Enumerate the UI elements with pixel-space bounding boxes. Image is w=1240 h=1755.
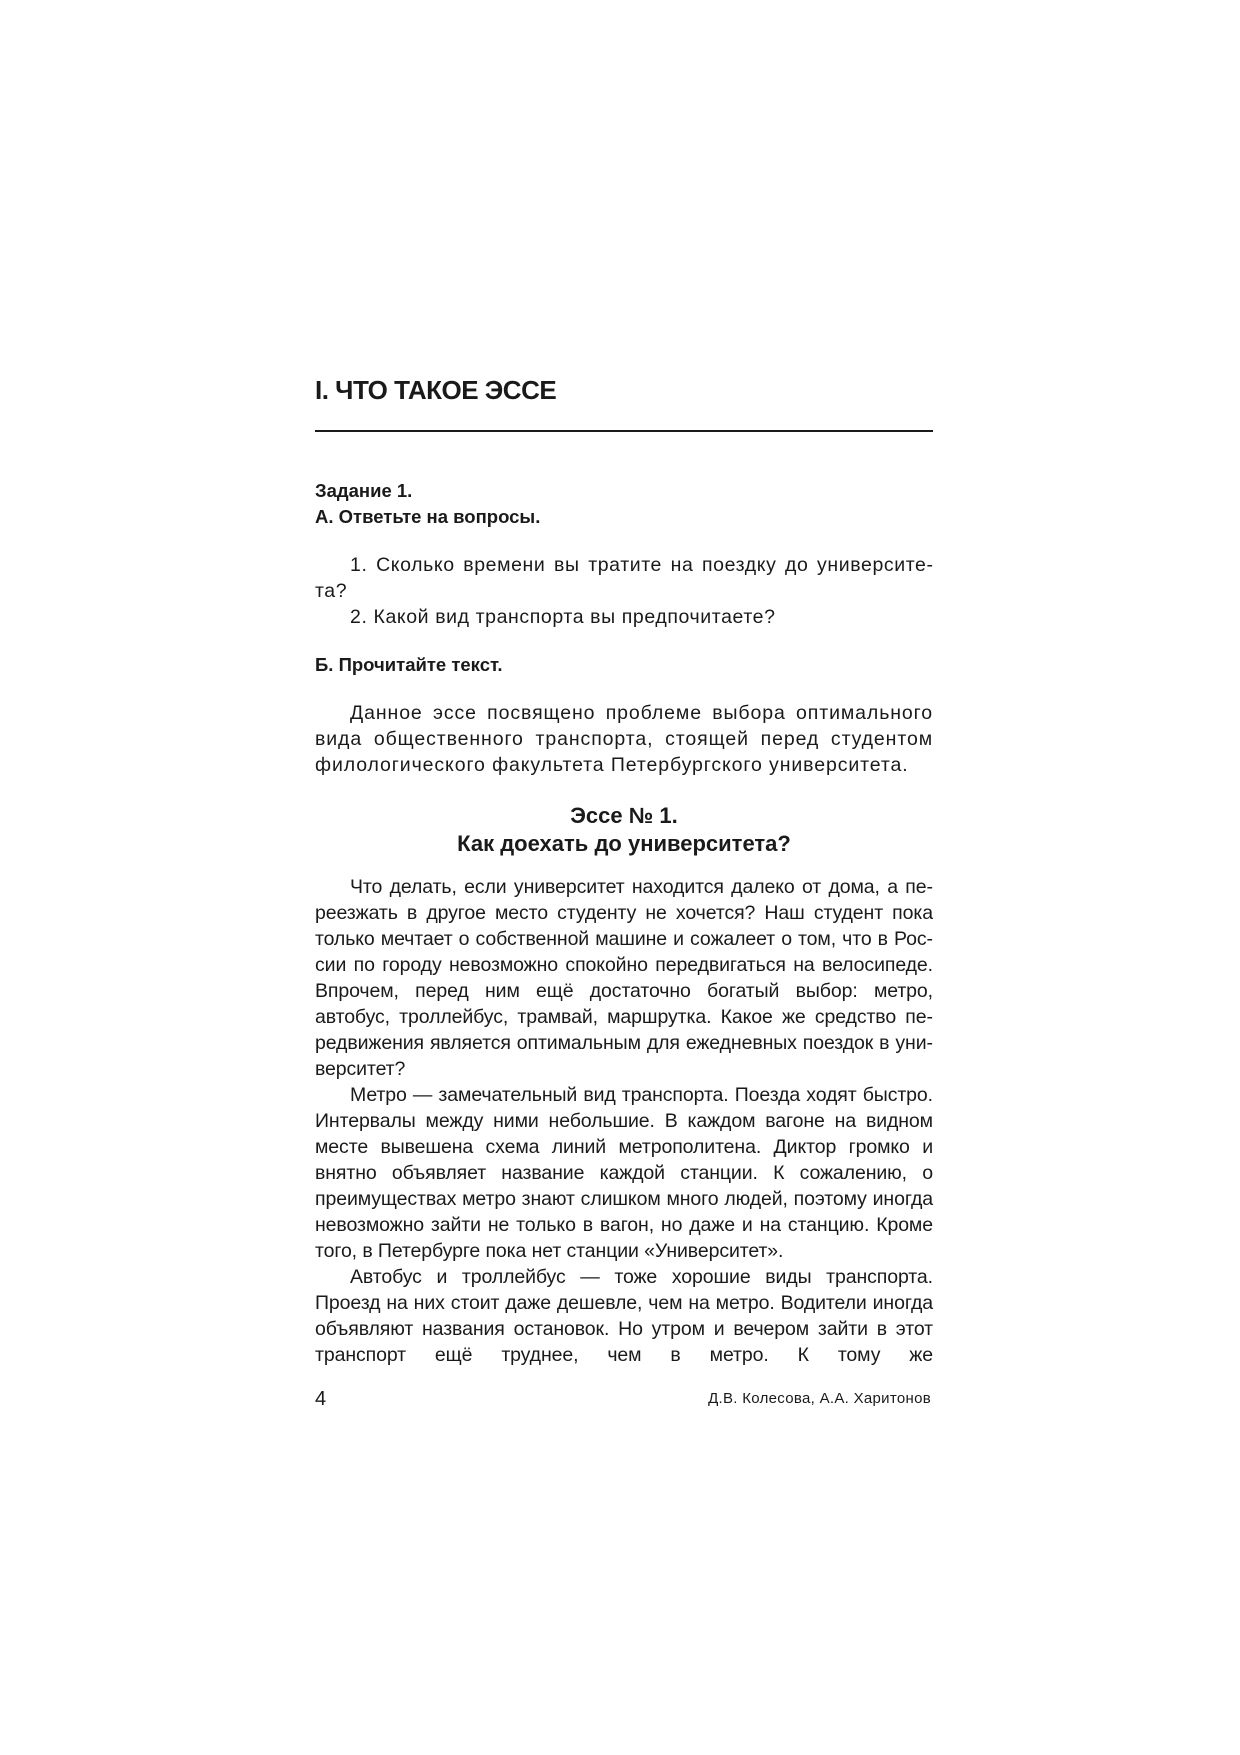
question-item: 1. Сколько времени вы тратите на поездку до университета? [315,554,933,602]
page-content [315,372,933,1368]
page-footer [315,1388,933,1412]
task-heading: Задание 1. [315,480,413,501]
essay-paragraph: Что делать, если университет находится далеко от дома, а переезжать в другое место студенту не хочется? Наш студент пока только мечтает о собственной машине и сожалеет о том, что в России по городу невозможно спокойно передвигаться на велосипеде. Впрочем, перед ним ещё достаточно богатый выбор: метро, автобус, троллейбус, трамвай, маршрутка. Какое же средство передвижения является оптимальным для ежедневных поездок в университет? [315,876,933,1080]
task-part-a: А. Ответьте на вопросы. [315,506,541,527]
chapter-title: I. ЧТО ТАКОЕ ЭССЕ [315,375,557,405]
essay-paragraph: Метро — замечательный вид транспорта. Поезда ходят быстро. Интервалы между ними небольшие. В каждом вагоне на видном месте вывешена схема линий метрополитена. Диктор громко и внятно объявляет название каждой станции. К сожалению, о преимуществах метро знают слишком много людей, поэтому иногда невозможно зайти не только в вагон, но даже и на станцию. Кроме того, в Петербурге пока нет станции «Университет». [315,1084,933,1262]
task-part-b: Б. Прочитайте текст. [315,654,503,675]
footer-authors: Д.В. Колесова, А.А. Харитонов [708,1390,931,1407]
question-list [315,552,933,630]
essay-title: Как доехать до университета? [457,831,791,856]
essay-paragraph: Автобус и троллейбус — тоже хорошие виды транспорта. Проезд на них стоит даже дешевле, чем на метро. Водители иногда объявляют названия остановок. Но утром и вечером зайти в этот транспорт ещё труднее, чем в метро. К тому же [315,1266,933,1366]
essay-heading [315,802,933,858]
page-number: 4 [315,1388,327,1410]
intro-paragraph: Данное эссе посвящено проблеме выбора оптимального вида общественного транспорта, стоящей перед студентом филологического факультета Петербургского университета. [315,702,933,776]
essay-number: Эссе № 1. [570,803,678,828]
title-divider [315,430,933,432]
question-item: 2. Какой вид транспорта вы предпочитаете? [350,606,776,628]
